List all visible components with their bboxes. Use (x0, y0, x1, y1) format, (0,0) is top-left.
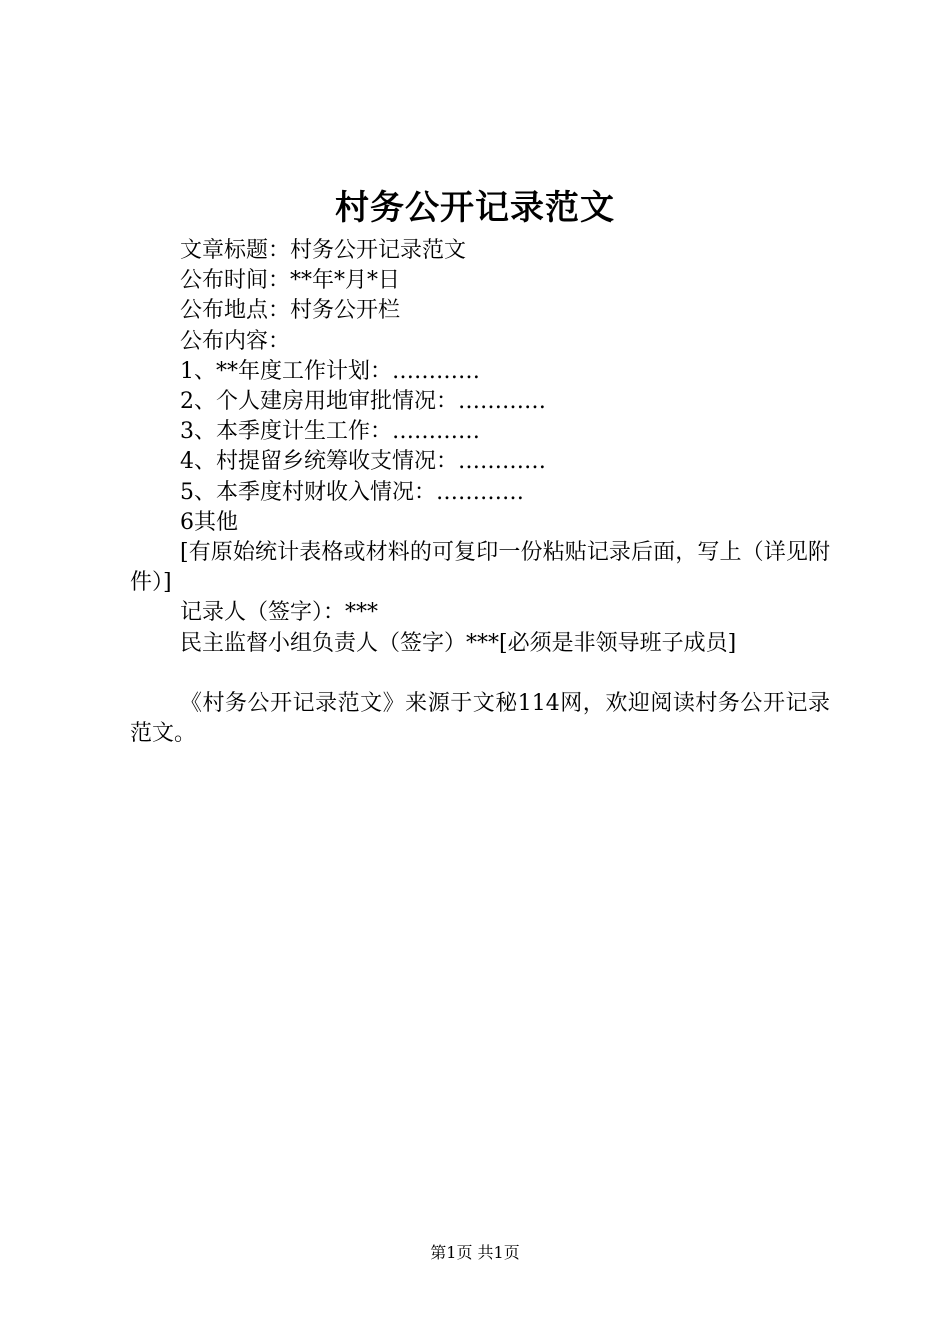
publish-time-line: 公布时间：**年*月*日 (180, 268, 401, 294)
publish-content-line: 公布内容： (180, 328, 291, 354)
supervisor-signature-line: 民主监督小组负责人（签字）***[必须是非领导班子成员] (180, 630, 737, 656)
recorder-signature-line: 记录人（签字）：*** (180, 600, 379, 626)
list-item: 2、个人建房用地审批情况：………… (180, 389, 546, 415)
document-body (130, 236, 830, 749)
page-number-footer: 第1页 共1页 (430, 1243, 520, 1262)
article-title-line: 文章标题：村务公开记录范文 (180, 238, 467, 263)
attachment-note: [有原始统计表格或材料的可复印一份粘贴记录后面，写上（详见附件）] (130, 540, 830, 596)
list-item: 3、本季度计生工作：………… (180, 419, 480, 445)
source-note: 《村务公开记录范文》来源于文秘114网，欢迎阅读村务公开记录范文。 (130, 690, 830, 747)
list-item: 4、村提留乡统筹收支情况：………… (180, 449, 546, 475)
blank-spacer (130, 659, 830, 689)
list-item: 1、**年度工作计划：………… (180, 358, 480, 384)
publish-place-line: 公布地点：村务公开栏 (180, 298, 401, 324)
list-item: 6其他 (180, 509, 238, 535)
list-item: 5、本季度村财收入情况：………… (180, 479, 524, 505)
document-title: 村务公开记录范文 (335, 188, 615, 228)
